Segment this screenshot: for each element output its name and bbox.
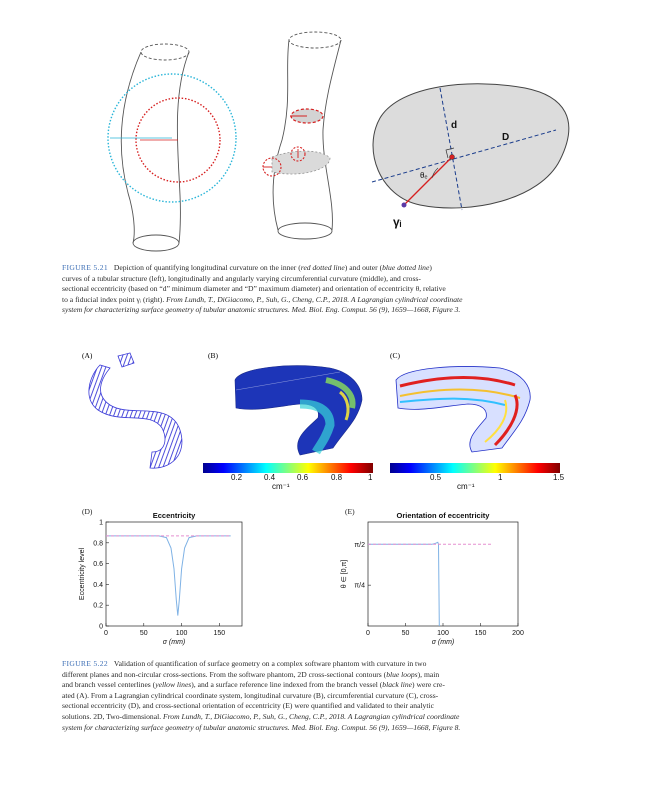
colorbar-B — [203, 463, 373, 473]
chart-title: Orientation of eccentricity — [396, 511, 490, 520]
figure-5-21-illustration — [0, 0, 648, 260]
panel-A-label: (A) — [82, 351, 93, 360]
figure-number: FIGURE 5.21 — [62, 263, 108, 272]
x-tick-label: 100 — [175, 630, 188, 637]
label-gamma: γᵢ — [393, 215, 402, 229]
x-tick-label: 0 — [366, 630, 370, 637]
panel-B-longitudinal-curvature — [235, 366, 362, 455]
figure-number: FIGURE 5.22 — [62, 659, 108, 668]
figure-5-21-caption: FIGURE 5.21 Depiction of quantifying longitudinal curvature on the inner (red dotted line) and outer (blue dotted line) curves of a tubular structure (left), longitudinally and angularly varying circumferential curvature (middle), and cross- sectional eccentricity (based on “d” minimum diameter and “D” maximum diameter) and orientation of eccentricity θ, relative to a fiducial index point γᵢ (right). From Lundh, T., DiGiacomo, P., Suh, G., Cheng, C.P., 2018. A Lagrangian cylindrical coordinate system for characterizing surface geometry of tubular anatomic structures. Med. Biol. Eng. Comput. 56 (9), 1659—1668, Figure 3. — [62, 263, 463, 315]
y-tick-label: 0.2 — [93, 602, 103, 610]
panel-E-label: (E) — [345, 507, 355, 516]
plot-frame — [368, 522, 518, 626]
x-tick-label: 200 — [512, 630, 524, 637]
orientation-chart — [340, 510, 530, 650]
y-tick-label: 0.4 — [93, 581, 103, 589]
x-tick-label: 150 — [474, 630, 487, 637]
colorbar-B-ticks: 0.2 0.4 0.6 0.8 1 cm⁻¹ 0.5 1 1.5 cm⁻¹ — [231, 473, 565, 491]
x-tick-label: 100 — [437, 630, 449, 637]
tube-left-wall — [121, 52, 141, 243]
panel-B-label: (B) — [208, 351, 218, 360]
y-axis-label: θ ∈ [0,π] — [341, 559, 348, 589]
series-measured-line — [368, 542, 439, 626]
series-measured-line — [106, 536, 231, 616]
colorbar-C — [390, 463, 560, 473]
tube-top-opening — [141, 44, 189, 60]
panel-C-circumferential-curvature — [396, 367, 530, 453]
y-tick-label: π/2 — [354, 541, 365, 549]
middle-tube-drawing — [273, 32, 341, 239]
y-tick-label: 0.8 — [93, 540, 103, 548]
tube-bottom-opening — [133, 235, 179, 251]
label-theta: θₑ — [420, 171, 428, 180]
y-tick-label: 1 — [99, 519, 103, 527]
eccentric-cross-section — [373, 84, 569, 208]
panel-C-label: (C) — [390, 351, 400, 360]
label-d: d — [451, 120, 458, 131]
label-D: D — [502, 132, 510, 143]
panel-D-label: (D) — [82, 507, 93, 516]
x-tick-label: 50 — [401, 630, 410, 637]
x-tick-label: 150 — [213, 630, 226, 637]
x-tick-label: 50 — [139, 630, 148, 637]
chart-title: Eccentricity — [152, 511, 196, 520]
eccentricity-chart — [80, 510, 250, 650]
tube-right-wall — [177, 52, 189, 243]
y-tick-label: 0 — [99, 623, 103, 631]
x-axis-label: σ (mm) — [162, 639, 186, 646]
y-axis-label: Eccentricity level — [79, 547, 86, 601]
y-tick-label: π/4 — [354, 582, 365, 590]
panel-A-phantom — [89, 353, 182, 468]
x-axis-label: σ (mm) — [431, 639, 455, 646]
y-tick-label: 0.6 — [93, 561, 103, 569]
x-tick-label: 0 — [104, 630, 108, 637]
figure-5-22-caption: FIGURE 5.22 Validation of quantification of surface geometry on a complex software phantom with curvature in two different planes and non-circular cross-sections. From the software phantom, 2D cross-sectional contours (blue loops), main and branch vessel centerlines (yellow lines), and a surface reference line indexed from the branch vessel (black line) were cre- ated (A). From a Lagrangian cylindrical coordinate system, longitudinal curvature (B), circumferential curvature (C), cross- sectional eccentricity (D), and cross-sectional orientation of eccentricity (E) were quantified and validated to their analytic solutions. 2D, Two-dimensional. From Lundh, T., DiGiacomo, P., Suh, G., Cheng, C.P., 2018. A Lagrangian cylindrical coordinate system for characterizing surface geometry of tubular anatomic structures. Med. Biol. Eng. Comput. 56 (9), 1659—1668, Figure 8. — [62, 659, 461, 732]
